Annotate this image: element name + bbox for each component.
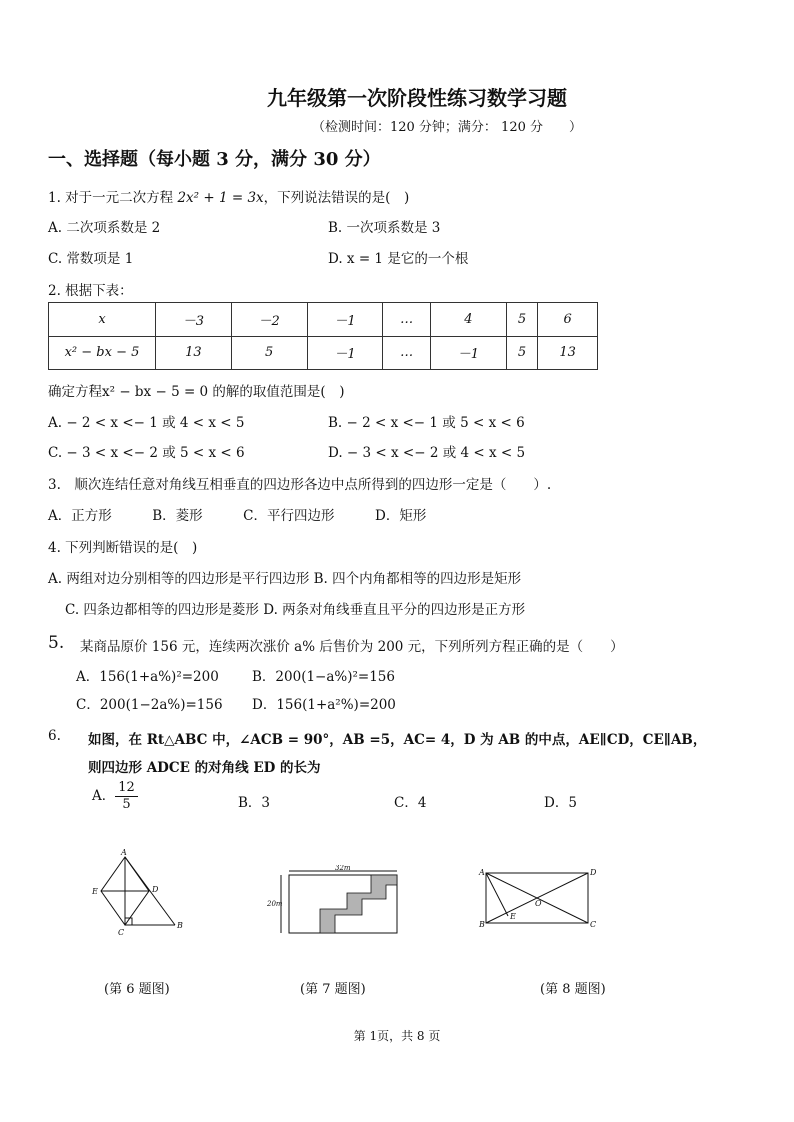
page-title: 九年级第一次阶段性练习数学习题 xyxy=(267,86,567,110)
figure-8-caption: (第 8 题图) xyxy=(540,982,606,997)
exam-info: （检测时间：120 分钟；满分： 120 分 ） xyxy=(311,120,583,135)
fig6-label: C xyxy=(118,928,125,937)
table-cell: x² − bx − 5 xyxy=(49,336,156,370)
q4-options-line-1: A. 两组对边分别相等的四边形是平行四边形 B. 四个内角都相等的四边形是矩形 xyxy=(48,571,522,587)
question-5-number: 5. xyxy=(48,633,65,653)
table-cell: －3 xyxy=(156,303,232,337)
q2-option-a: A. − 2 < x <− 1 或 4 < x < 5 xyxy=(48,415,245,431)
figure-8-diagram xyxy=(476,866,602,932)
question-6-line-2: 则四边形 ADCE 的对角线 ED 的长为 xyxy=(88,760,321,776)
figure-6-diagram xyxy=(88,845,192,937)
q1-option-d: D. x = 1 是它的一个根 xyxy=(328,251,469,267)
table-cell: 6 xyxy=(538,303,598,337)
figure-6-caption: (第 6 题图) xyxy=(104,982,170,997)
q6-option-c: C．4 xyxy=(394,795,427,811)
q2-option-d: D. − 3 < x <− 2 或 4 < x < 5 xyxy=(328,445,526,461)
q5-option-d: D．156(1+a²%)=200 xyxy=(252,697,396,713)
q5-option-c: C．200(1−2a%)=156 xyxy=(76,697,223,713)
table-cell: －1 xyxy=(307,303,383,337)
question-3-stem: 3. 顺次连结任意对角线互相垂直的四边形各边中点所得到的四边形一定是（ ）. xyxy=(48,477,552,493)
table-cell: 13 xyxy=(156,336,232,370)
table-cell: 13 xyxy=(538,336,598,370)
q2-option-b: B. − 2 < x <− 1 或 5 < x < 6 xyxy=(328,415,525,431)
q4-options-line-2: C. 四条边都相等的四边形是菱形 D. 两条对角线垂直且平分的四边形是正方形 xyxy=(65,602,526,618)
fig7-height-label: 20m xyxy=(267,900,283,908)
page-footer: 第 1页，共 8 页 xyxy=(353,1029,441,1043)
question-2-stem: 2. 根据下表： xyxy=(48,283,133,299)
table-cell: 5 xyxy=(506,336,538,370)
table-row xyxy=(49,303,598,337)
table-cell: －1 xyxy=(307,336,383,370)
fraction: $\frac{12}{5}$ xyxy=(115,780,138,813)
table-cell: … xyxy=(383,336,431,370)
fig8-label: D xyxy=(590,868,597,877)
fig6-label: D xyxy=(152,885,159,894)
fig8-label: E xyxy=(510,912,516,921)
fig8-label: B xyxy=(479,920,485,929)
table-cell: 5 xyxy=(506,303,538,337)
fig8-label: A xyxy=(479,868,485,877)
question-1-equation: 2x² + 1 = 3x xyxy=(177,190,264,206)
q6-option-a: A． $\frac{12}{5}$ xyxy=(92,780,138,813)
question-4-stem: 4. 下列判断错误的是( ) xyxy=(48,540,198,556)
q5-option-a: A．156(1+a%)²=200 xyxy=(76,669,219,685)
q1-option-a: A. 二次项系数是 2 xyxy=(48,220,161,236)
q1-option-b: B. 一次项系数是 3 xyxy=(328,220,441,236)
fig6-label: A xyxy=(121,848,127,857)
figure-7-diagram xyxy=(265,865,405,937)
q5-option-b: B．200(1−a%)²=156 xyxy=(252,669,395,685)
question-2-follow: 确定方程x² − bx − 5 = 0 的解的取值范围是( ) xyxy=(48,384,345,400)
value-table xyxy=(48,302,598,370)
question-5-stem: 某商品原价 156 元，连续两次涨价 a% 后售价为 200 元，下列所列方程正确的是（ ） xyxy=(80,639,624,655)
table-cell: 5 xyxy=(231,336,307,370)
table-cell: －1 xyxy=(430,336,506,370)
fig7-width-label: 32m xyxy=(335,865,351,872)
question-1-stem: 1. 对于一元二次方程 2x² + 1 = 3x，下列说法错误的是( ) xyxy=(48,190,410,206)
question-6-line-1: 如图，在 Rt△ABC 中，∠ACB = 90°，AB =5，AC= 4，D 为 AB 的中点，AE∥CD，CE∥AB， xyxy=(88,732,707,748)
q3-options: A．正方形 B．菱形 C．平行四边形 D．矩形 xyxy=(48,508,427,524)
q6-option-d: D．5 xyxy=(544,795,577,811)
table-row xyxy=(49,336,598,370)
question-6-number: 6. xyxy=(48,728,61,744)
figure-7-caption: (第 7 题图) xyxy=(300,982,366,997)
table-cell: … xyxy=(383,303,431,337)
section-heading: 一、选择题（每小题 3 分，满分 30 分） xyxy=(48,149,381,170)
table-cell: 4 xyxy=(430,303,506,337)
fig8-label: O xyxy=(535,899,542,908)
fig8-label: C xyxy=(590,920,597,929)
table-cell: －2 xyxy=(231,303,307,337)
table-cell: x xyxy=(49,303,156,337)
q2-option-c: C. − 3 < x <− 2 或 5 < x < 6 xyxy=(48,445,245,461)
q1-option-c: C. 常数项是 1 xyxy=(48,251,134,267)
fig6-label: B xyxy=(177,921,183,930)
fig6-label: E xyxy=(92,887,98,896)
q6-option-b: B．3 xyxy=(238,795,271,811)
